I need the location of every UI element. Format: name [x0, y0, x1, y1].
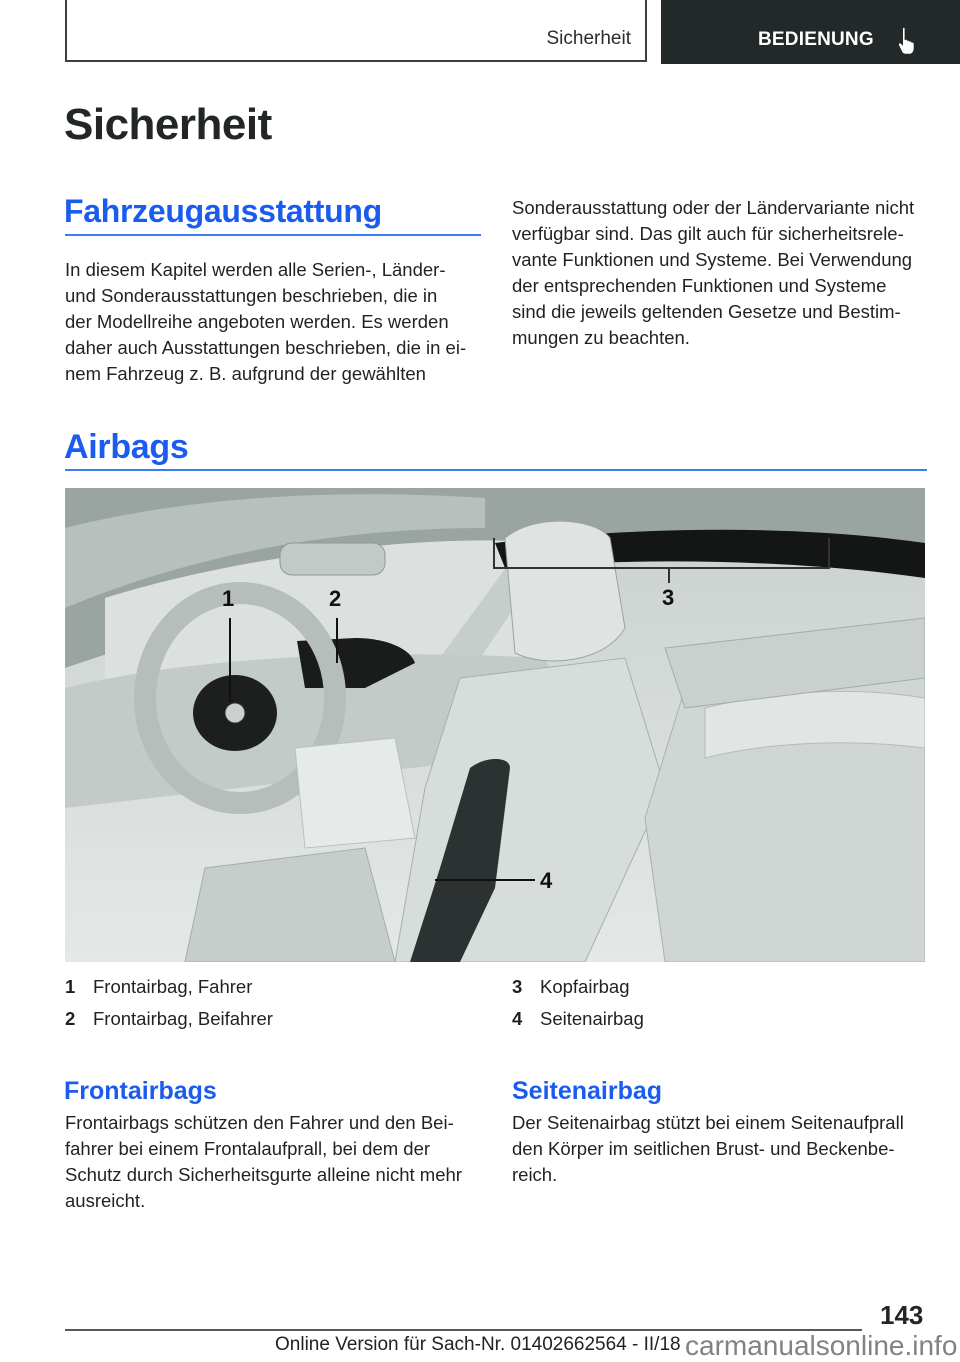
legend-label: Frontairbag, Fahrer: [93, 976, 253, 997]
legend-number: 4: [512, 1008, 523, 1029]
text-line: daher auch Ausstattungen beschrieben, die in ei-: [65, 337, 467, 358]
chapter-tab-label: BEDIENUNG: [758, 29, 874, 50]
text-line: In diesem Kapitel werden alle Serien-, Länder-: [65, 259, 446, 280]
pointing-hand-icon: [897, 27, 919, 55]
text-line: vante Funktionen und Systeme. Bei Verwendung: [512, 249, 913, 270]
header-chapter-tab[interactable]: [661, 0, 960, 64]
legend-label: Seitenairbag: [540, 1008, 644, 1029]
text-line: Frontairbags schützen den Fahrer und den Bei-: [65, 1112, 454, 1133]
text-line: sind die jeweils geltenden Gesetze und Bestim-: [512, 301, 901, 322]
callout-3: 3: [662, 585, 675, 610]
header-section-label: Sicherheit: [546, 28, 631, 49]
footer-online-version: Online Version für Sach-Nr. 01402662564 - II/18: [275, 1334, 681, 1355]
legend-item-3: [512, 976, 629, 998]
legend-number: 2: [65, 1008, 76, 1029]
text-line: nem Fahrzeug z. B. aufgrund der gewählten: [65, 363, 426, 384]
callout-4: 4: [540, 868, 553, 893]
text-line: Schutz durch Sicherheitsgurte alleine nicht mehr: [65, 1164, 462, 1185]
airbag-illustration: [65, 488, 925, 962]
text-line: reich.: [512, 1164, 558, 1185]
text-line: und Sonderausstattungen beschrieben, die in: [65, 285, 438, 306]
section-heading-fahrzeugausstattung: Fahrzeugausstattung: [64, 193, 382, 229]
legend-number: 1: [65, 976, 76, 997]
text-line: fahrer bei einem Frontalaufprall, bei dem der: [65, 1138, 431, 1159]
text-line: ausreicht.: [65, 1190, 146, 1211]
page-number: 143: [880, 1300, 924, 1330]
legend-item-4: [512, 1008, 644, 1030]
text-line: mungen zu beachten.: [512, 327, 690, 348]
legend-number: 3: [512, 976, 523, 997]
legend-item-2: [65, 1008, 273, 1030]
car-interior-drawing: [65, 488, 925, 962]
subheading-seitenairbag: Seitenairbag: [512, 1077, 663, 1105]
text-line: Sonderausstattung oder der Ländervariante nicht: [512, 197, 915, 218]
text-line: Der Seitenairbag stützt bei einem Seitenaufprall: [512, 1112, 904, 1133]
legend-label: Kopfairbag: [540, 976, 630, 997]
legend-label: Frontairbag, Beifahrer: [93, 1008, 273, 1029]
text-line: den Körper im seitlichen Brust- und Beckenbe-: [512, 1138, 895, 1159]
section-heading-airbags: Airbags: [64, 428, 189, 466]
callout-2: 2: [329, 586, 342, 611]
legend-item-1: [65, 976, 252, 998]
intro-paragraph-col1: [65, 257, 466, 387]
text-line: der Modellreihe angeboten werden. Es werden: [65, 311, 449, 332]
watermark: carmanualsonline.info: [685, 1330, 958, 1361]
intro-paragraph-col2: [512, 195, 914, 351]
seitenairbag-paragraph: [512, 1110, 904, 1188]
callout-1: 1: [222, 586, 235, 611]
heading-underline: [65, 469, 927, 471]
text-line: der entsprechenden Funktionen und Systeme: [512, 275, 887, 296]
text-line: verfügbar sind. Das gilt auch für sicherheitsrele-: [512, 223, 904, 244]
heading-underline: [65, 234, 481, 236]
chapter-title: Sicherheit: [64, 100, 272, 149]
header-section-box: [65, 0, 647, 62]
subheading-frontairbags: Frontairbags: [64, 1077, 217, 1105]
frontairbags-paragraph: [65, 1110, 462, 1214]
